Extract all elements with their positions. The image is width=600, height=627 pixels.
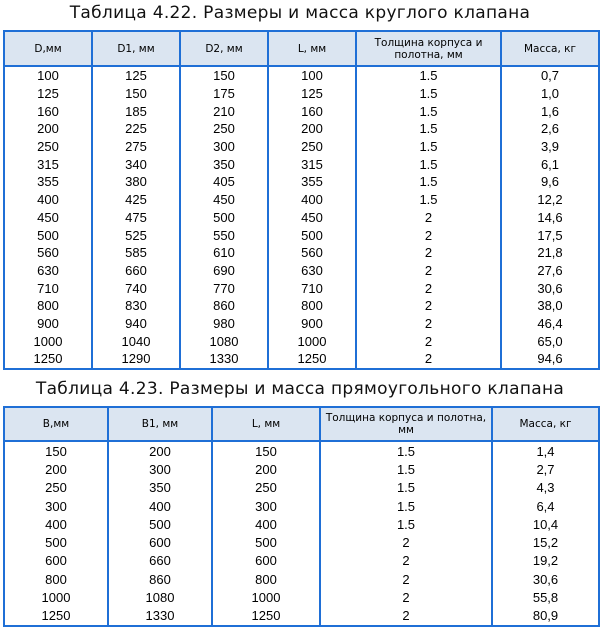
- table-cell: 200: [108, 441, 212, 460]
- table-cell: 200: [4, 460, 108, 478]
- table-cell: 55,8: [492, 588, 599, 606]
- table-row: [4, 226, 599, 244]
- table-cell: 1,6: [501, 102, 599, 120]
- table-cell: 830: [92, 297, 180, 315]
- table-cell: 1330: [108, 607, 212, 626]
- table-cell: 630: [268, 262, 356, 280]
- table-cell: 315: [4, 155, 92, 173]
- table-cell: 1250: [212, 607, 320, 626]
- table-cell: 2: [320, 533, 492, 551]
- table-row: [4, 262, 599, 280]
- table-cell: 425: [92, 191, 180, 209]
- table-cell: 2: [356, 279, 501, 297]
- table-cell: 1.5: [320, 515, 492, 533]
- table-cell: 1.5: [356, 102, 501, 120]
- table-cell: 405: [180, 173, 268, 191]
- table-cell: 1250: [4, 350, 92, 369]
- table-cell: 500: [4, 533, 108, 551]
- table-cell: 2: [356, 226, 501, 244]
- table-row: [4, 102, 599, 120]
- column-header: Толщина корпуса и полотна, мм: [320, 407, 492, 441]
- table-cell: 400: [108, 497, 212, 515]
- table-cell: 710: [4, 279, 92, 297]
- table-cell: 0,7: [501, 66, 599, 85]
- table-row: [4, 479, 599, 497]
- table-cell: 1000: [212, 588, 320, 606]
- table-row: [4, 244, 599, 262]
- table-cell: 800: [268, 297, 356, 315]
- column-header: Масса, кг: [492, 407, 599, 441]
- table-cell: 38,0: [501, 297, 599, 315]
- table-cell: 160: [268, 102, 356, 120]
- table-cell: 27,6: [501, 262, 599, 280]
- table-cell: 1000: [4, 332, 92, 350]
- table-cell: 2: [356, 209, 501, 227]
- table-cell: 250: [212, 479, 320, 497]
- table-row: [4, 279, 599, 297]
- table-cell: 475: [92, 209, 180, 227]
- table-cell: 560: [4, 244, 92, 262]
- table-cell: 1.5: [320, 441, 492, 460]
- table-cell: 600: [212, 552, 320, 570]
- table-cell: 900: [268, 315, 356, 333]
- table-cell: 355: [268, 173, 356, 191]
- table-cell: 2: [356, 332, 501, 350]
- table-row: [4, 209, 599, 227]
- table-cell: 1.5: [320, 497, 492, 515]
- table-cell: 630: [4, 262, 92, 280]
- table-row: [4, 332, 599, 350]
- table-cell: 150: [212, 441, 320, 460]
- column-header: L, мм: [212, 407, 320, 441]
- table-cell: 560: [268, 244, 356, 262]
- table-cell: 1,4: [492, 441, 599, 460]
- table-cell: 300: [212, 497, 320, 515]
- table-cell: 1.5: [320, 479, 492, 497]
- table-row: [4, 155, 599, 173]
- table-cell: 2: [320, 607, 492, 626]
- table-cell: 400: [4, 191, 92, 209]
- table-row: [4, 570, 599, 588]
- table-row: [4, 441, 599, 460]
- table-cell: 80,9: [492, 607, 599, 626]
- table-cell: 600: [108, 533, 212, 551]
- table-cell: 2: [356, 244, 501, 262]
- table-4-23-caption: Таблица 4.23. Размеры и масса прямоугольного клапана: [35, 379, 565, 399]
- table-cell: 500: [212, 533, 320, 551]
- table-cell: 2: [320, 588, 492, 606]
- table-cell: 100: [268, 66, 356, 85]
- table-cell: 300: [108, 460, 212, 478]
- table-row: [4, 297, 599, 315]
- table-cell: 340: [92, 155, 180, 173]
- table-cell: 1080: [180, 332, 268, 350]
- table-row: [4, 350, 599, 369]
- column-header: D,мм: [4, 31, 92, 66]
- table-cell: 500: [180, 209, 268, 227]
- table-cell: 2: [320, 570, 492, 588]
- table-cell: 46,4: [501, 315, 599, 333]
- rectangular-valve-table: [3, 406, 600, 627]
- table-cell: 1000: [4, 588, 108, 606]
- table-cell: 355: [4, 173, 92, 191]
- table-cell: 100: [4, 66, 92, 85]
- table-cell: 450: [268, 209, 356, 227]
- table-cell: 660: [92, 262, 180, 280]
- table-row: [4, 191, 599, 209]
- table-cell: 15,2: [492, 533, 599, 551]
- table-cell: 14,6: [501, 209, 599, 227]
- table-cell: 150: [92, 85, 180, 103]
- table-cell: 3,9: [501, 138, 599, 156]
- column-header: Толщина корпуса и полотна, мм: [356, 31, 501, 66]
- table-cell: 800: [212, 570, 320, 588]
- table-cell: 525: [92, 226, 180, 244]
- table-cell: 450: [4, 209, 92, 227]
- table-cell: 1.5: [356, 173, 501, 191]
- table-cell: 2,7: [492, 460, 599, 478]
- table-cell: 900: [4, 315, 92, 333]
- table-cell: 980: [180, 315, 268, 333]
- table-cell: 250: [268, 138, 356, 156]
- table-cell: 12,2: [501, 191, 599, 209]
- table-row: [4, 315, 599, 333]
- table-cell: 450: [180, 191, 268, 209]
- table-cell: 200: [268, 120, 356, 138]
- table-cell: 380: [92, 173, 180, 191]
- table-cell: 200: [212, 460, 320, 478]
- table-cell: 2,6: [501, 120, 599, 138]
- table-cell: 30,6: [492, 570, 599, 588]
- table-cell: 125: [4, 85, 92, 103]
- table-cell: 175: [180, 85, 268, 103]
- table-cell: 250: [4, 479, 108, 497]
- table-cell: 400: [268, 191, 356, 209]
- table-row: [4, 552, 599, 570]
- table-cell: 350: [108, 479, 212, 497]
- table-row: [4, 533, 599, 551]
- header-row: [4, 31, 599, 66]
- table-cell: 185: [92, 102, 180, 120]
- table-cell: 6,4: [492, 497, 599, 515]
- table-cell: 770: [180, 279, 268, 297]
- table-cell: 125: [92, 66, 180, 85]
- table-row: [4, 607, 599, 626]
- table-row: [4, 85, 599, 103]
- table-cell: 315: [268, 155, 356, 173]
- column-header: B1, мм: [108, 407, 212, 441]
- table-row: [4, 66, 599, 85]
- table-row: [4, 515, 599, 533]
- table-cell: 500: [4, 226, 92, 244]
- table-cell: 860: [180, 297, 268, 315]
- table-cell: 4,3: [492, 479, 599, 497]
- header-row: [4, 407, 599, 441]
- column-header: B,мм: [4, 407, 108, 441]
- table-cell: 17,5: [501, 226, 599, 244]
- table-cell: 150: [4, 441, 108, 460]
- table-cell: 940: [92, 315, 180, 333]
- table-cell: 125: [268, 85, 356, 103]
- table-row: [4, 120, 599, 138]
- table-cell: 275: [92, 138, 180, 156]
- table-4-22-caption: Таблица 4.22. Размеры и масса круглого клапана: [69, 3, 531, 23]
- table-cell: 1,0: [501, 85, 599, 103]
- table-cell: 400: [212, 515, 320, 533]
- table-cell: 2: [356, 315, 501, 333]
- table-cell: 1.5: [356, 85, 501, 103]
- table-cell: 800: [4, 297, 92, 315]
- table-cell: 9,6: [501, 173, 599, 191]
- table-cell: 1.5: [356, 120, 501, 138]
- table-cell: 2: [356, 350, 501, 369]
- table-cell: 500: [108, 515, 212, 533]
- table-cell: 1.5: [356, 66, 501, 85]
- table-cell: 300: [180, 138, 268, 156]
- table-cell: 1.5: [356, 191, 501, 209]
- table-row: [4, 138, 599, 156]
- table-cell: 1080: [108, 588, 212, 606]
- table-cell: 2: [356, 297, 501, 315]
- table-row: [4, 588, 599, 606]
- table-cell: 250: [180, 120, 268, 138]
- table-cell: 1330: [180, 350, 268, 369]
- table-cell: 160: [4, 102, 92, 120]
- table-cell: 1250: [4, 607, 108, 626]
- table-cell: 400: [4, 515, 108, 533]
- table-cell: 800: [4, 570, 108, 588]
- column-header: Масса, кг: [501, 31, 599, 66]
- table-cell: 250: [4, 138, 92, 156]
- table-cell: 550: [180, 226, 268, 244]
- table-cell: 350: [180, 155, 268, 173]
- table-cell: 225: [92, 120, 180, 138]
- table-cell: 300: [4, 497, 108, 515]
- table-cell: 585: [92, 244, 180, 262]
- table-cell: 600: [4, 552, 108, 570]
- table-cell: 21,8: [501, 244, 599, 262]
- table-cell: 740: [92, 279, 180, 297]
- table-cell: 1250: [268, 350, 356, 369]
- table-cell: 2: [320, 552, 492, 570]
- table-cell: 1290: [92, 350, 180, 369]
- column-header: D1, мм: [92, 31, 180, 66]
- table-cell: 65,0: [501, 332, 599, 350]
- column-header: D2, мм: [180, 31, 268, 66]
- table-cell: 860: [108, 570, 212, 588]
- table-cell: 94,6: [501, 350, 599, 369]
- table-cell: 660: [108, 552, 212, 570]
- table-cell: 150: [180, 66, 268, 85]
- table-cell: 2: [356, 262, 501, 280]
- table-cell: 710: [268, 279, 356, 297]
- table-cell: 6,1: [501, 155, 599, 173]
- table-cell: 610: [180, 244, 268, 262]
- column-header: L, мм: [268, 31, 356, 66]
- table-cell: 690: [180, 262, 268, 280]
- table-cell: 1.5: [356, 138, 501, 156]
- table-cell: 1.5: [356, 155, 501, 173]
- table-cell: 500: [268, 226, 356, 244]
- table-cell: 30,6: [501, 279, 599, 297]
- table-row: [4, 173, 599, 191]
- table-cell: 200: [4, 120, 92, 138]
- round-valve-table: [3, 30, 600, 370]
- table-cell: 1000: [268, 332, 356, 350]
- table-cell: 210: [180, 102, 268, 120]
- table-row: [4, 497, 599, 515]
- table-row: [4, 460, 599, 478]
- table-cell: 1.5: [320, 460, 492, 478]
- table-cell: 10,4: [492, 515, 599, 533]
- table-cell: 1040: [92, 332, 180, 350]
- table-cell: 19,2: [492, 552, 599, 570]
